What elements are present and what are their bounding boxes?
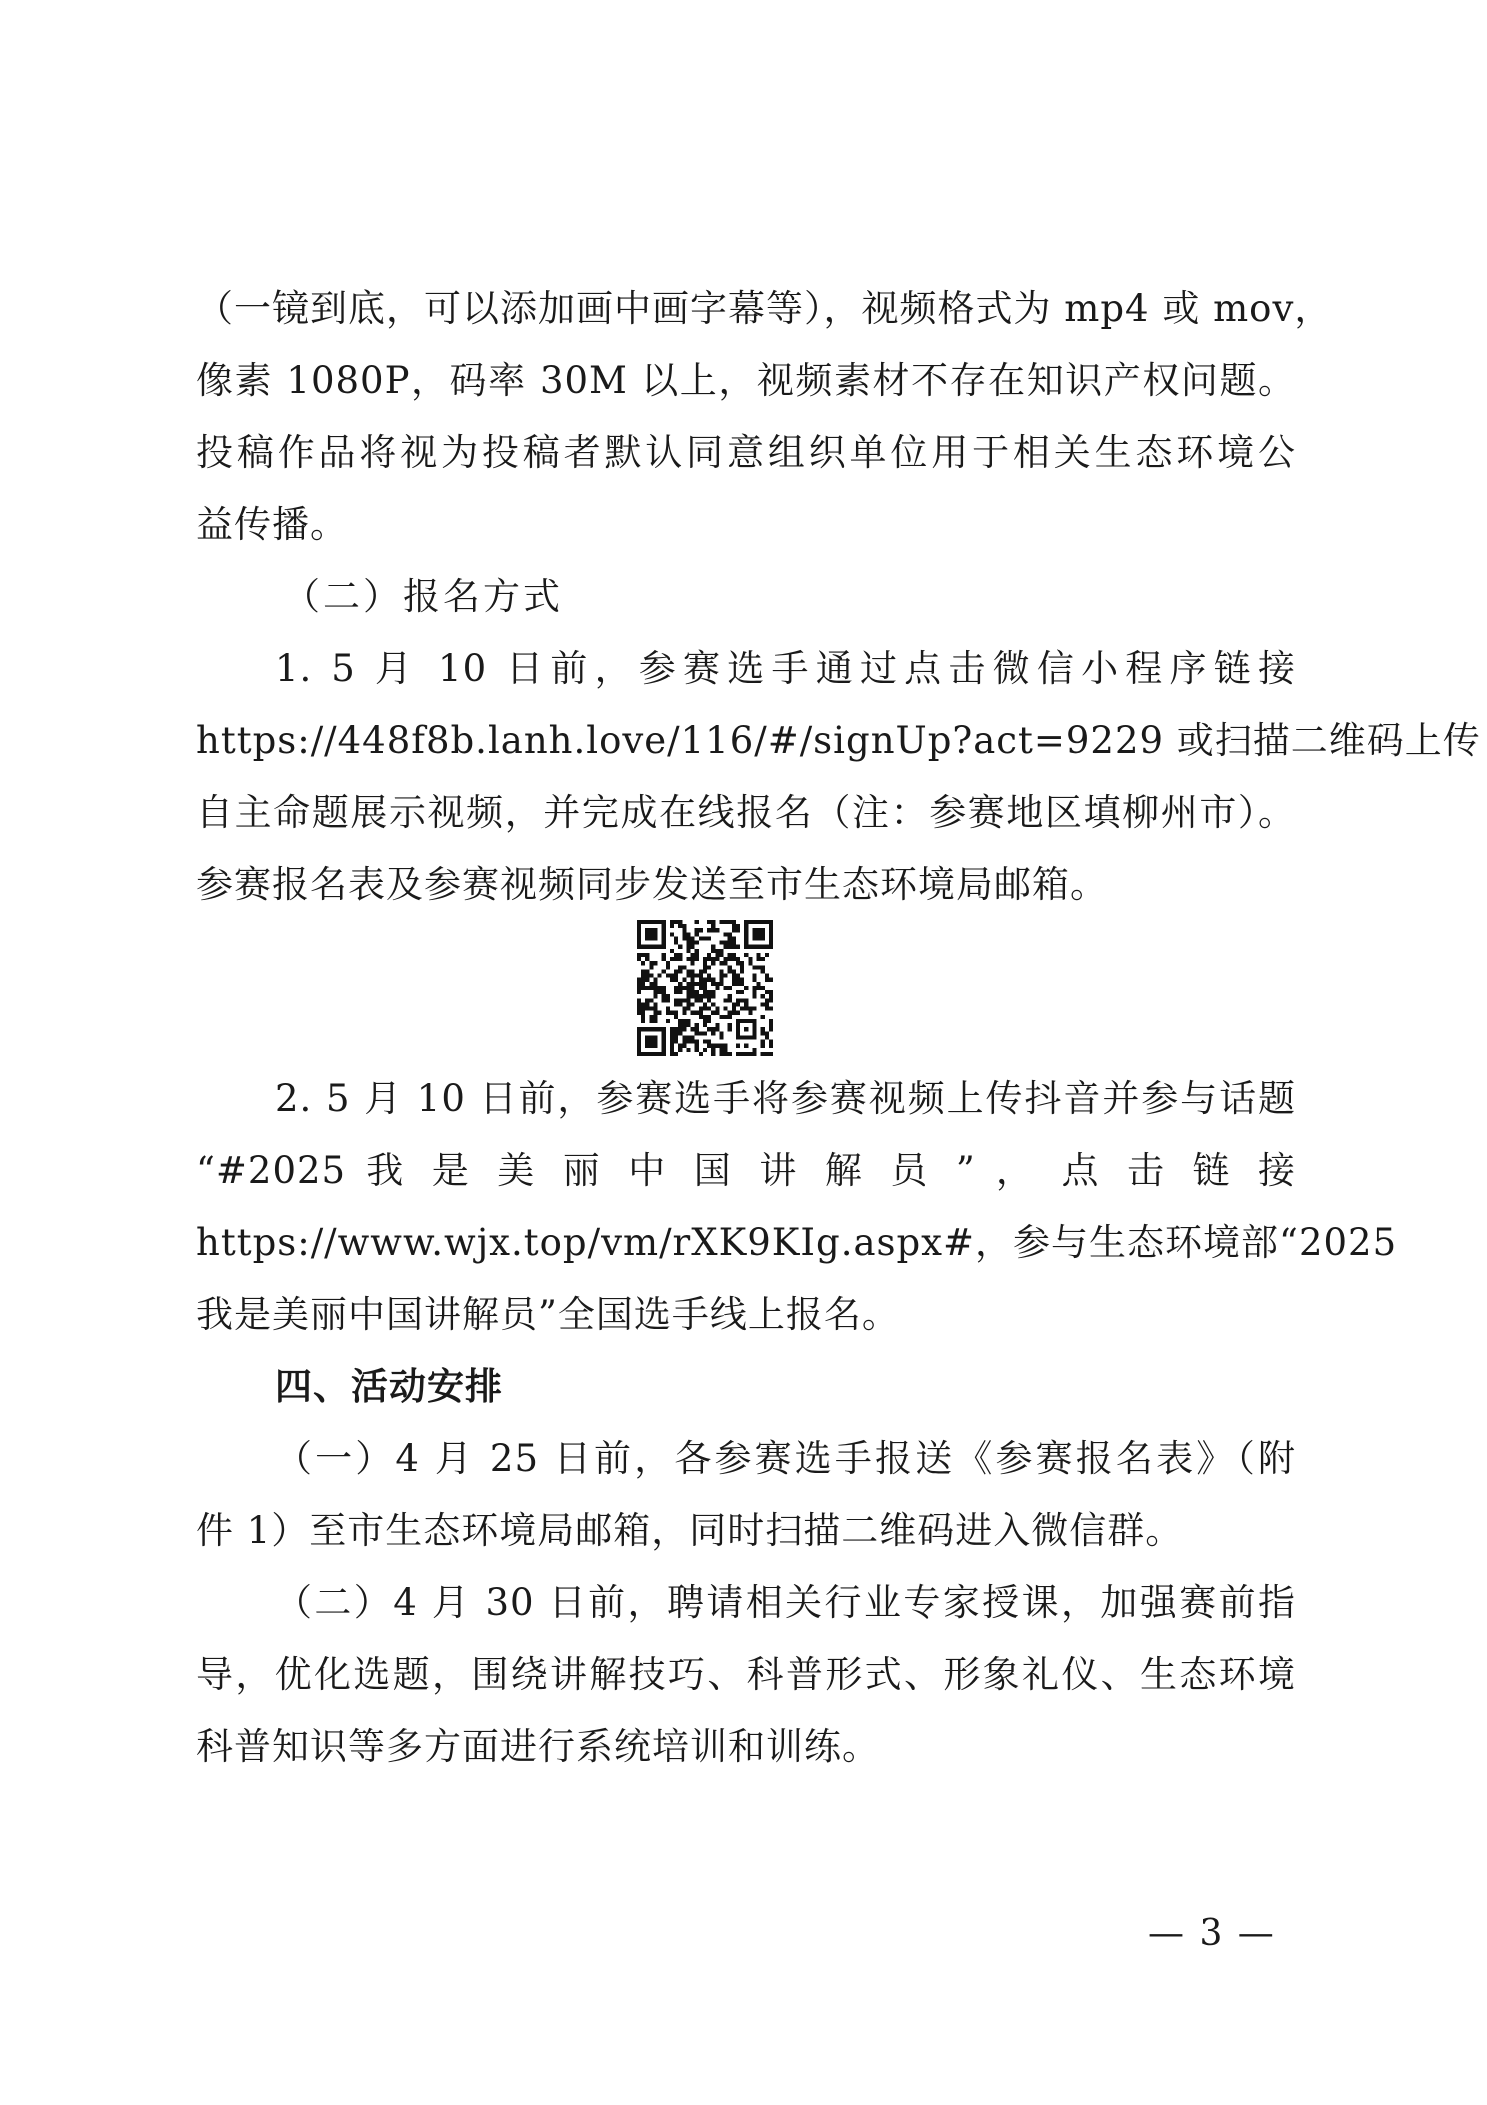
section-heading-activity-schedule: 四、活动安排 [275,1365,503,1408]
page-number: — 3 — [1148,1913,1276,1954]
paragraph-line: 1. 5 月 10 日前，参赛选手通过点击微信小程序链接 [275,647,1296,690]
section-heading-registration: （二）报名方式 [283,575,563,618]
paragraph-line: （一）4 月 25 日前，各参赛选手报送《参赛报名表》（附 [275,1437,1296,1480]
paragraph-line: 参赛报名表及参赛视频同步发送至市生态环境局邮箱。 [196,863,1108,906]
registration-link-line: https://448f8b.lanh.love/116/#/signUp?act=9229 或扫描二维码上传 [196,719,1481,762]
paragraph-line: “#2025 我 是 美 丽 中 国 讲 解 员 ” ， 点 击 链 接 [196,1149,1296,1192]
qr-code-image[interactable] [637,920,773,1056]
survey-link-line: https://www.wjx.top/vm/rXK9KIg.aspx#，参与生态环境部“2025 [196,1221,1398,1264]
paragraph-line: 我是美丽中国讲解员”全国选手线上报名。 [196,1293,900,1336]
paragraph-line: 件 1）至市生态环境局邮箱，同时扫描二维码进入微信群。 [196,1509,1184,1552]
paragraph-line: （一镜到底，可以添加画中画字幕等），视频格式为 mp4 或 mov， [196,287,1333,330]
paragraph-line: 导，优化选题，围绕讲解技巧、科普形式、形象礼仪、生态环境 [196,1653,1296,1696]
paragraph-line: 益传播。 [196,503,348,546]
paragraph-line: 投稿作品将视为投稿者默认同意组织单位用于相关生态环境公 [196,431,1296,474]
paragraph-line: 科普知识等多方面进行系统培训和训练。 [196,1725,880,1768]
paragraph-line: 自主命题展示视频，并完成在线报名（注：参赛地区填柳州市）。 [196,791,1296,834]
paragraph-line: 2. 5 月 10 日前，参赛选手将参赛视频上传抖音并参与话题 [275,1077,1296,1120]
paragraph-line: 像素 1080P，码率 30M 以上，视频素材不存在知识产权问题。 [196,359,1296,402]
paragraph-line: （二）4 月 30 日前，聘请相关行业专家授课，加强赛前指 [275,1581,1296,1624]
